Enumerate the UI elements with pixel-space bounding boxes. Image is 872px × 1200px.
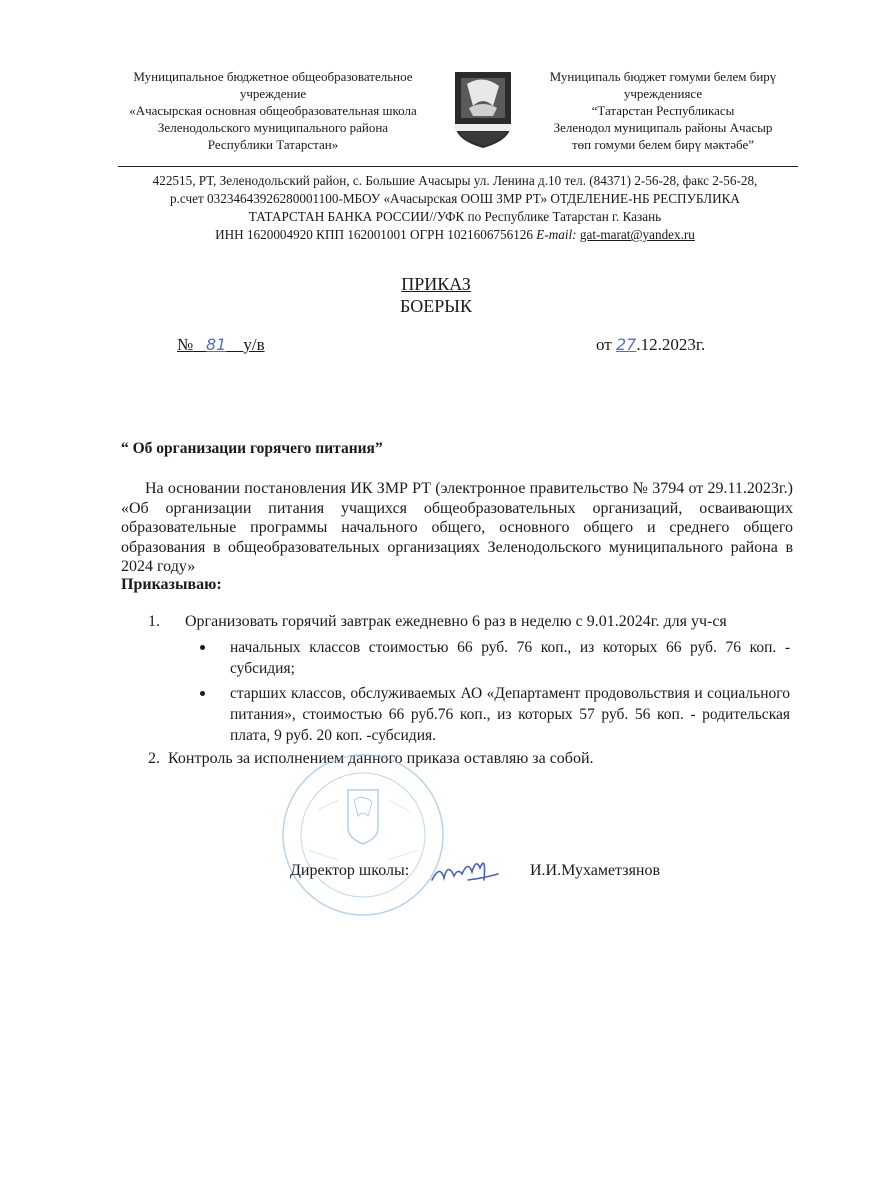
- basis-paragraph: На основании постановления ИК ЗМР РТ (электронное правительство № 3794 от 29.11.2023г.) «Об организации питания учащихся общеобразовательных организаций, осваивающих образовательные программы начального общего, основного общего и среднего общего образования в общеобразовательных организациях Зеленодольского муниципального района в 2024 году»: [121, 480, 793, 575]
- email-label: E-mail:: [536, 227, 580, 242]
- header-left-line: учреждение: [239, 86, 307, 101]
- number-suffix: у/в: [243, 335, 265, 354]
- email-link[interactable]: gat-marat@yandex.ru: [579, 227, 695, 242]
- header-left-line: Республики Татарстан»: [207, 137, 339, 152]
- address-block: [110, 172, 800, 244]
- bullet-item: [200, 637, 790, 679]
- header-right-block: [528, 68, 798, 153]
- date-prefix: от: [596, 335, 612, 354]
- header-left-line: Муниципальное бюджетное общеобразовательное: [133, 69, 413, 84]
- header-right-line: “Татарстан Республикасы: [591, 103, 735, 118]
- item-text: Организовать горячий завтрак ежедневно 6 раз в неделю с 9.01.2024г. для уч-ся: [185, 613, 727, 630]
- school-stamp-icon: [278, 750, 448, 920]
- item-number: 1.: [148, 613, 160, 630]
- address-line: р.счет 03234643926280001100-МБОУ «Ачасырская ООШ ЗМР РТ» ОТДЕЛЕНИЕ-НБ РЕСПУБЛИКА: [170, 191, 740, 206]
- header-divider: [118, 166, 798, 167]
- header-right-line: учреждениясе: [623, 86, 703, 101]
- bullet-icon: [200, 691, 205, 696]
- registration-numbers: ИНН 1620004920 КПП 162001001 ОГРН 1021606756126: [215, 227, 537, 242]
- address-line: 422515, РТ, Зеленодольский район, с. Большие Ачасыры ул. Ленина д.10 тел. (84371) 2-56-28, факс 2-56-28,: [152, 173, 758, 188]
- doc-title-ru: ПРИКАЗ: [401, 274, 471, 294]
- bullet-text: старших классов, обслуживаемых АО «Департамент продовольствия и социального питания», стоимостью 66 руб.76 коп., из которых 57 руб. 56 коп. - родительская плата, 9 руб. 20 коп. -субсидия.: [230, 685, 790, 744]
- header-right-line: төп гомуми белем бирү мәктәбе”: [572, 137, 754, 152]
- number-prefix: №: [177, 335, 194, 354]
- number-handwritten: 81: [205, 335, 227, 354]
- date-suffix: .12.2023г.: [636, 335, 706, 354]
- order-date: [596, 335, 705, 355]
- bullet-item: [200, 683, 790, 746]
- header-right-line: Муниципаль бюджет гомуми белем бирү: [549, 69, 777, 84]
- header-left-line: «Ачасырская основная общеобразовательная школа: [129, 103, 417, 118]
- address-line: [110, 226, 800, 244]
- order-number: [177, 335, 265, 355]
- header-left-line: Зеленодольского муниципального района: [157, 120, 389, 135]
- address-line: ТАТАРСТАН БАНКА РОССИИ//УФК по Республике Татарстан г. Казань: [248, 209, 662, 224]
- signature-icon: [428, 850, 508, 890]
- bullet-text: начальных классов стоимостью 66 руб. 76 коп., из которых 66 руб. 76 коп. - субсидия;: [230, 639, 790, 677]
- order-subject: “ Об организации горячего питания”: [121, 440, 383, 457]
- header-right-line: Зеленодол муниципаль районы Ачасыр: [553, 120, 773, 135]
- coat-of-arms-icon: [447, 66, 519, 150]
- item-text: Контроль за исполнением данного приказа оставляю за собой.: [168, 750, 594, 767]
- item-number: 2.: [148, 750, 160, 767]
- list-item: [148, 613, 798, 631]
- bullet-icon: [200, 645, 205, 650]
- header-left-block: [108, 68, 438, 153]
- signature-label: Директор школы:: [290, 862, 410, 879]
- date-handwritten: 27: [615, 335, 637, 354]
- director-name: И.И.Мухаметзянов: [530, 862, 661, 879]
- order-word: Приказываю:: [121, 576, 222, 593]
- doc-title-tt: БОЕРЫК: [400, 296, 472, 316]
